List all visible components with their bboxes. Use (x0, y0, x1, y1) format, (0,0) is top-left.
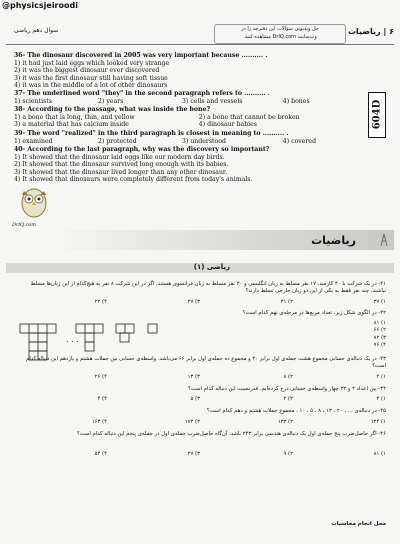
option: 2) it was the biggest dinosaur ever discovered (14, 67, 160, 75)
question-38 (14, 106, 350, 129)
option: ۴) ۷۶ (373, 342, 386, 349)
option: ۱) ۸۱ (373, 320, 386, 326)
option: ۱) ۳۷ (373, 299, 386, 305)
option: ۴) ۴ (97, 396, 107, 402)
option: 4) It showed that dinosaurs were completely different from today's animals. (14, 176, 253, 184)
option: 3) a material that has calcium inside (14, 121, 129, 129)
option: ۴) ۲۲ (94, 299, 107, 305)
question-45-stem: ۴۵- در دنباله‌ی ... ، ۲۰ ، ۱۳ ، ۸ ، ۵ ، ۱۰ ، مجموع جملات هشتم و دهم کدام است؟ (206, 408, 386, 414)
option: 2) protected (98, 137, 137, 145)
question-42-options (374, 320, 386, 350)
question-stem: 38- According to the passage, what was inside the bone? (14, 106, 211, 113)
question-44-options (14, 396, 386, 402)
option: 3) understood (182, 137, 226, 145)
watermark: @physicsjeiroodi (2, 1, 78, 10)
box-line-1: حل ویدیویی سؤالات این دفترچه را در (241, 26, 319, 32)
question-46-stem: ۴۶- اگر حاصل‌ضرب پنج جمله‌ی اول یک دنباله‌ی هندسی برابر ۲۴۳ باشد، آن‌گاه حاصل‌ضرب جمله‌ی اول در جمله‌ی پنجم این دنباله کدام است؟ (76, 431, 386, 437)
question-stem: 36- The dinosaur discovered in 2005 was very important because .......... . (14, 52, 268, 59)
header-divider (6, 44, 394, 45)
option: 1) It showed that the dinosaur laid eggs like our modern day birds. (14, 153, 225, 161)
question-40 (14, 146, 350, 184)
option: 1) it had just laid eggs which looked very strange (14, 59, 170, 67)
question-46-options (14, 451, 386, 457)
option: ۳) ۱۳ (187, 374, 200, 380)
option: ۳) ۲۷ (187, 451, 200, 457)
option: 4) covered (282, 137, 317, 145)
section-title: ریاضیات (347, 27, 381, 36)
question-43-options (14, 374, 386, 380)
question-stem: 37- The underlined word "they" in the second paragraph refers to .......... . (14, 90, 270, 97)
question-36 (14, 52, 350, 90)
option: ۴) ۲۶ (94, 374, 107, 380)
option: ۴) ۱۶۳ (91, 419, 107, 425)
option: 4) bones (282, 97, 310, 105)
page-header-section: ۶ | ریاضیات (347, 27, 394, 36)
math-banner-title: ریاضیات (311, 234, 356, 247)
question-41-stem: ۴۱- در یک شرکت با ۴۰ کارمند، ۱۷ نفر مسلط به زبان انگلیسی و ۳۰ نفر مسلط به زبان فرانسوی هستند. اگر در این شرکت ۸ نفر به هیچ‌کدام از این زبان‌ها مسلط نباشند، چند نفر فقط به یکی از این دو زبان خارجی تسلط دارند؟ (30, 281, 386, 294)
option: 2) a bone that cannot be broken (198, 113, 300, 121)
option: 4) it was in the middle of a lot of other dinosaurs (14, 82, 168, 90)
compass-icon (376, 232, 392, 248)
question-44-stem: ۴۴- بین اعداد ۴ و ۳۲ چهار واسطه‌ی حسابی درج کرده‌ایم. قدرنسبت این دنباله کدام است؟ (188, 386, 386, 392)
video-solution-box (214, 24, 346, 44)
option: 1) scientists (14, 97, 52, 105)
page-number: ۶ (389, 27, 394, 36)
box-line-2: وب‌سایت DrlQ.com مشاهده کنید. (243, 34, 317, 40)
question-41-options (14, 299, 386, 305)
question-43-stem: ۴۳- در یک دنباله‌ی حسابی مجموع هشت جمله‌ی اول برابر ۴۰ و مجموع ده جمله‌ی اول برابر ۶۶ می‌باشد. واسطه‌ی حسابی بین جملات هشتم و یازدهم این دنباله کدام است؟ (26, 356, 386, 369)
option: ۲) ۳۱ (280, 299, 293, 305)
option: 1) a bone that is long, thin, and yellow (14, 113, 135, 121)
question-42-stem: ۴۲- در الگوی شکل زیر، تعداد مربع‌ها در مرحله‌ی نهم کدام است؟ (242, 310, 386, 316)
option: 3) It showed that the dinosaur lived longer than any other dinosaur. (14, 168, 228, 176)
option: ۱) ۱۲۴ (370, 419, 386, 425)
question-stem: 40- According to the last paragraph, why was the discovery so important? (14, 146, 270, 153)
logo-text: DrlQ.com (12, 222, 36, 228)
option: 3) cells and vessels (182, 97, 243, 105)
option: ۲) ۱۳۳ (277, 419, 293, 425)
booklet-code: 604D (371, 99, 383, 130)
option: ۳) ۷۲ (373, 334, 386, 341)
booklet-code-tag (368, 92, 386, 138)
option: ۲) ۹ (283, 451, 293, 457)
question-45-options (14, 419, 386, 425)
question-39 (14, 130, 350, 145)
owl-logo-icon (14, 179, 54, 219)
option: 2) It showed that the dinosaur survived long enough with its babies. (14, 161, 229, 169)
subsection-title: ریاضی (۱) (193, 263, 230, 271)
question-37 (14, 90, 350, 105)
option: ۲) ۸ (283, 374, 293, 380)
option: 4) dinosaur babies (198, 121, 257, 129)
calculation-area-label: محل انجام محاسبات (331, 521, 386, 527)
option: ۱) ۸۱ (373, 451, 386, 457)
option: ۳) ۱۷۳ (184, 419, 200, 425)
question-stem: 39- The word "realized" in the third paragraph is closest in meaning to .......... . (14, 130, 289, 137)
option: ۲) ۶۶ (373, 327, 386, 334)
option: ۱) ۴ (376, 396, 386, 402)
option: 3) it was the first dinosaur still having soft tissue (14, 74, 168, 82)
svg-text:. . .: . . . (66, 335, 79, 344)
subject-label: سوال دهم ریاضی (14, 27, 59, 34)
option: ۱) ۴ (376, 374, 386, 380)
option: ۴) ۵۴ (94, 451, 107, 457)
option: ۲) ۲ (283, 396, 293, 402)
option: 1) examined (14, 137, 53, 145)
option: ۳) ۲۷ (187, 299, 200, 305)
option: ۳) ۵ (190, 396, 200, 402)
option: 2) years (98, 97, 124, 105)
